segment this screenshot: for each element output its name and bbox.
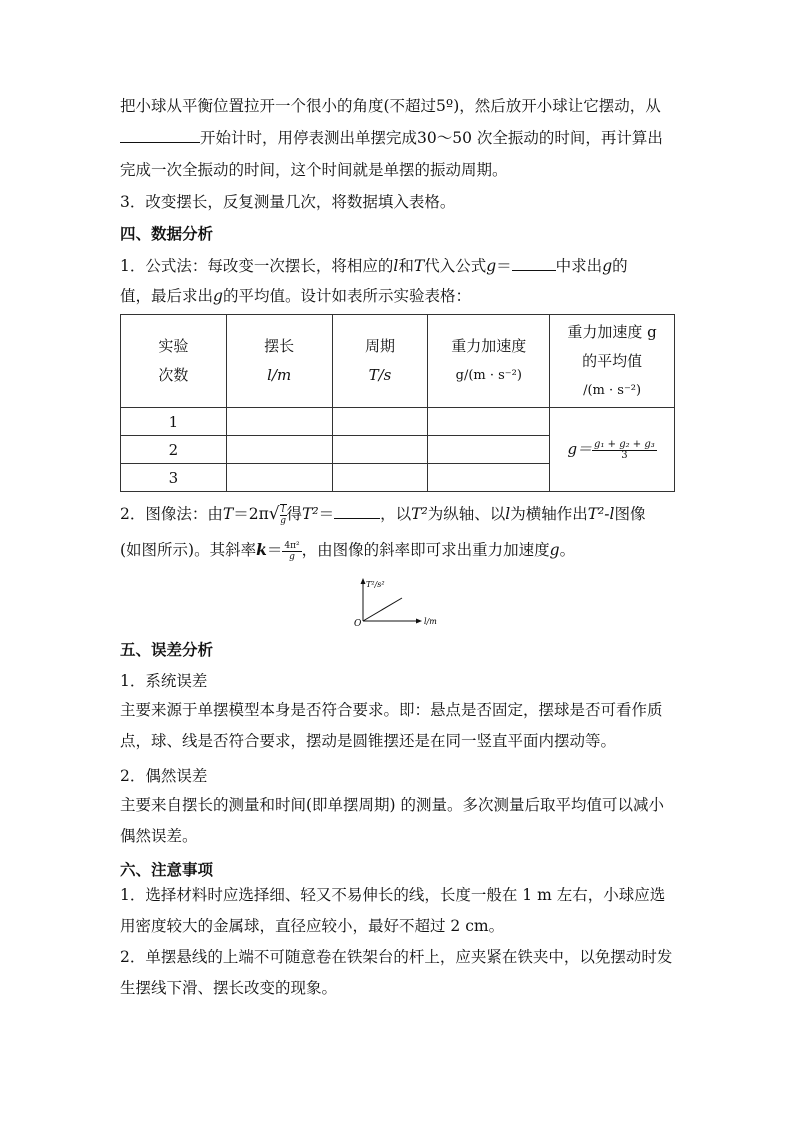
note-2: 2．单摆悬线的上端不可随意卷在铁架台的杆上，应夹紧在铁夹中，以免摆动时发生摆线下滑、摆长改变的现象。 xyxy=(120,948,673,997)
x-axis-label: l/m xyxy=(424,617,437,626)
y-axis-arrow xyxy=(361,578,366,584)
length-cell[interactable] xyxy=(226,464,332,492)
header-period: 周期 T/s xyxy=(332,315,428,408)
systematic-error-text: 主要来源于单摆模型本身是否符合要求。即：悬点是否固定，摆球是否可看作质点，球、线是否符合要求，摆动是圆锥摆还是在同一竖直平面内摆动等。 xyxy=(120,701,663,750)
header-trial: 实验 次数 xyxy=(121,315,227,408)
step2-line3: 完成一次全振动的时间，这个时间就是单摆的振动周期。 xyxy=(120,161,508,179)
header-length: 摆长 l/m xyxy=(226,315,332,408)
random-error-text: 主要来自摆长的测量和时间(即单摆周期) 的测量。多次测量后取平均值可以减小偶然误差。 xyxy=(120,796,665,845)
fill-blank[interactable] xyxy=(120,126,200,143)
graph-method-line1: 2．图像法：由T＝2π√ $\frac{l}{g}$ 得T²＝ ，以T²为纵轴、以l为横轴作出T²-l图像 xyxy=(120,504,646,526)
table-header-row xyxy=(121,315,675,408)
origin-label: O xyxy=(354,619,362,628)
graph-blank[interactable] xyxy=(334,502,380,519)
header-gravity: 重力加速度 g/(m · s⁻²) xyxy=(428,315,550,408)
graph-method-line2: (如图所示)。其斜率k＝ $\frac{\text{4π²}}{g}$ ，由图像的斜率即可求出重力加速度g。 xyxy=(120,540,576,562)
table-row: 3 xyxy=(121,464,675,492)
length-cell[interactable] xyxy=(226,436,332,464)
note-1: 1．选择材料时应选择细、轻又不易伸长的线，长度一般在 1 m 左右，小球应选用密度较大的金属球，直径应较小，最好不超过 2 cm。 xyxy=(120,886,666,935)
period-cell[interactable] xyxy=(332,408,428,436)
gravity-cell[interactable] xyxy=(428,436,550,464)
t2-l-graph xyxy=(350,576,450,628)
gravity-cell[interactable] xyxy=(428,408,550,436)
x-axis-arrow xyxy=(416,619,422,624)
section6-title: 六、注意事项 xyxy=(120,860,214,879)
table-row: 2 xyxy=(121,436,675,464)
table-row: 1 g＝ $\frac{\text{g₁ + g₂ + g₃}}{3}$ xyxy=(121,408,675,436)
step2-line2: 开始计时，用停表测出单摆完成30～50 次全振动的时间，再计算出 xyxy=(120,126,663,148)
experiment-table xyxy=(120,314,675,492)
formula-blank[interactable] xyxy=(512,254,556,271)
section4-title: 四、数据分析 xyxy=(120,224,214,243)
section5-title: 五、误差分析 xyxy=(120,640,214,659)
graph-line xyxy=(363,598,402,621)
systematic-error-title: 1．系统误差 xyxy=(120,672,208,690)
length-cell[interactable] xyxy=(226,408,332,436)
step3-text: 3．改变摆长，反复测量几次，将数据填入表格。 xyxy=(120,193,456,211)
period-cell[interactable] xyxy=(332,436,428,464)
formula-method-line1: 1．公式法：每改变一次摆长，将相应的l和T代入公式g＝ 中求出g的 xyxy=(120,254,628,276)
random-error-title: 2．偶然误差 xyxy=(120,767,208,785)
y-axis-label: T²/s² xyxy=(366,580,385,589)
formula-method-line2: 值，最后求出g的平均值。设计如表所示实验表格： xyxy=(120,287,471,305)
header-gravity-avg: 重力加速度 g 的平均值 /(m · s⁻²) xyxy=(550,315,675,408)
gravity-cell[interactable] xyxy=(428,464,550,492)
gravity-avg-cell: g＝ $\frac{\text{g₁ + g₂ + g₃}}{3}$ xyxy=(550,408,675,492)
period-cell[interactable] xyxy=(332,464,428,492)
step2-line1: 把小球从平衡位置拉开一个很小的角度(不超过5º)，然后放开小球让它摆动，从 xyxy=(120,97,661,115)
